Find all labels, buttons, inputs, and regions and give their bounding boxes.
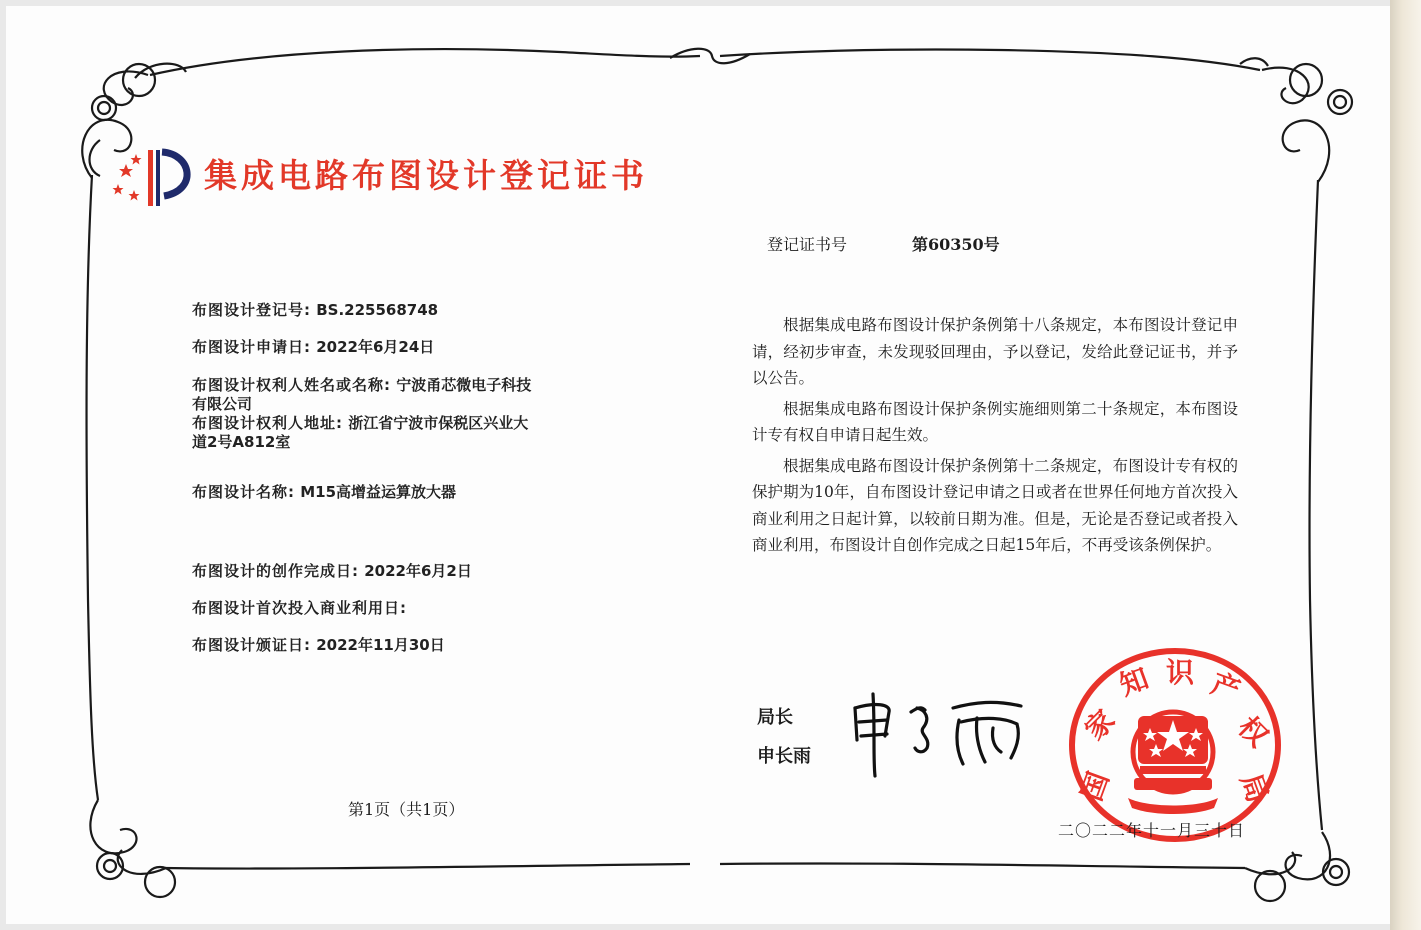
svg-text:国: 国 [1074,767,1116,806]
certificate-title: 集成电路布图设计登记证书 [204,156,648,195]
legal-paragraph: 根据集成电路布图设计保护条例第十二条规定，布图设计专有权的保护期为10年，自布图设计登记申请之日或者在世界任何地方首次投入商业利用之日起计算，以较前日期为准。但是，无论是否登记或者投入商业利用，布图设计自创作完成之日起15年后，不再受该条例保护。 [752,456,1238,554]
field-value: 2022年6月2日 [364,562,472,580]
field-label: 布图设计颁证日: [192,636,311,654]
svg-text:家: 家 [1078,703,1122,747]
field-owner [192,376,531,414]
svg-text:识: 识 [1166,656,1195,689]
field-address [192,414,528,452]
field-value: BS.225568748 [316,301,439,319]
issue-date-footer: 二〇二二年十一月三十日 [1058,821,1246,840]
field-creation-date [192,562,472,581]
cert-number-value: 第60350号 [912,235,1000,254]
signer-name: 申长雨 [757,746,811,767]
field-value: 2022年6月24日 [316,338,435,356]
svg-text:产: 产 [1206,666,1245,708]
svg-text:知: 知 [1115,661,1153,703]
field-value: M15高增益运算放大器 [300,483,457,501]
svg-text:权: 权 [1231,710,1275,754]
field-value-cont: 道2号A812室 [192,433,291,451]
field-value: 2022年11月30日 [316,636,445,654]
field-reg-no [192,301,438,320]
field-label: 布图设计权利人姓名或名称: [192,376,391,394]
signer-title: 局长 [757,707,793,728]
cert-number-label: 登记证书号 [767,235,848,254]
field-design-name [192,483,456,502]
field-label: 布图设计名称: [192,483,295,501]
svg-text:局: 局 [1233,769,1275,807]
field-label: 布图设计权利人地址: [192,414,343,432]
legal-paragraph: 根据集成电路布图设计保护条例实施细则第二十条规定，本布图设计专有权自申请日起生效。 [752,399,1238,444]
field-apply-date [192,338,434,357]
field-value: 宁波甬芯微电子科技 [396,376,532,394]
field-label: 布图设计申请日: [192,338,311,356]
seal-icon [1068,648,1282,842]
legal-paragraph: 根据集成电路布图设计保护条例第十八条规定，本布图设计登记申请，经初步审查，未发现驳回理由，予以登记，发给此登记证书，并予以公告。 [752,316,1238,387]
field-value: 浙江省宁波市保税区兴业大 [348,414,529,432]
field-issue-date [192,636,445,655]
field-label: 布图设计的创作完成日: [192,562,359,580]
signature-icon [845,688,1030,780]
field-value-cont: 有限公司 [192,395,253,413]
field-label: 布图设计登记号: [192,301,311,319]
field-first-use-date [192,599,407,618]
legal-text [752,312,1238,563]
logo-icon [112,146,198,210]
field-label: 布图设计首次投入商业利用日: [192,599,407,617]
page-number: 第1页（共1页） [348,800,465,819]
